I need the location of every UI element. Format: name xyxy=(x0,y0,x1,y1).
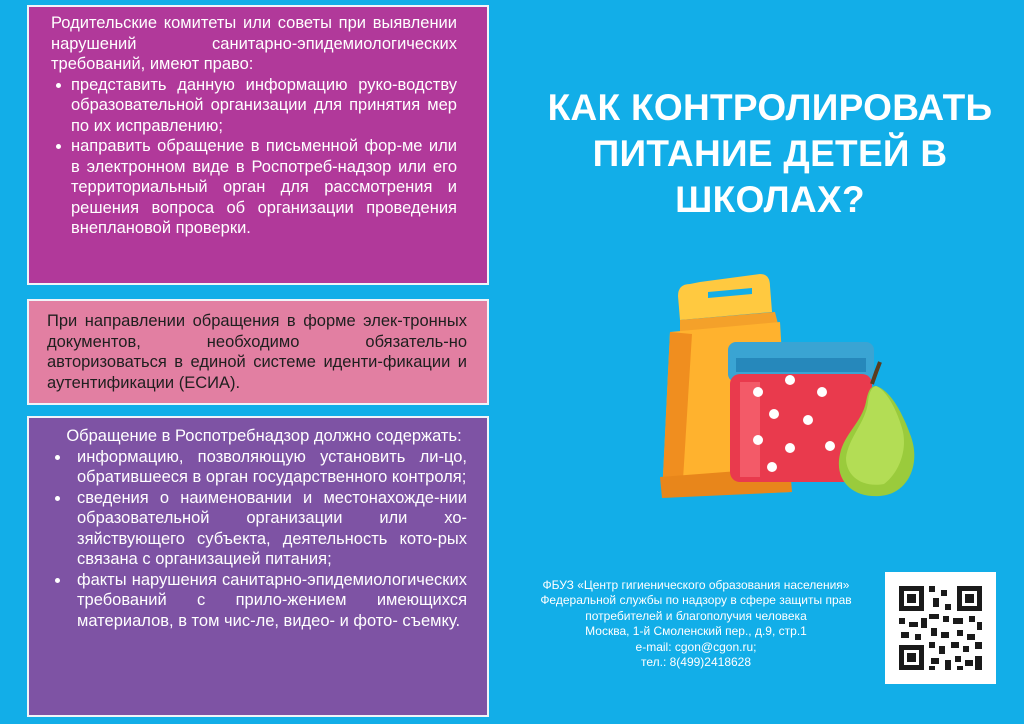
footer-contacts xyxy=(510,578,882,670)
qr-code xyxy=(885,572,996,684)
esia-panel xyxy=(27,299,489,405)
footer-line: Федеральной службы по надзору в сфере защиты прав xyxy=(540,593,852,608)
lunch-illustration xyxy=(640,262,940,512)
rights-list xyxy=(51,75,457,239)
rights-intro: Родительские комитеты или советы при выявлении нарушений санитарно-эпидемиологических требований, имеют право: xyxy=(51,14,457,73)
list-item: направить обращение в письменной фор-ме или в электронном виде в Роспотреб-надзор или его территориальный орган для рассмотрения и решения вопроса об организации проведения внеплановой проверки. xyxy=(51,136,457,239)
title-line: ПИТАНИЕ ДЕТЕЙ В xyxy=(592,133,948,174)
list-item: факты нарушения санитарно-эпидемиологических требований с прило-жением имеющихся материалов, в том чис-ле, видео- и фото- съемку. xyxy=(43,570,467,632)
page-title xyxy=(530,85,1010,223)
list-item: информацию, позволяющую установить ли-цо, обратившееся в орган государственного контроля; xyxy=(43,447,467,488)
title-line: ШКОЛАХ? xyxy=(675,179,865,220)
esia-text: При направлении обращения в форме элек-тронных документов, необходимо обязатель-но авторизоваться в единой системе иденти-фикации и аутентификации (ЕСИА). xyxy=(47,312,467,392)
footer-address: Москва, 1-й Смоленский пер., д.9, стр.1 xyxy=(585,624,807,639)
footer-org: ФБУЗ «Центр гигиенического образования населения» xyxy=(542,578,850,592)
appeal-list xyxy=(43,447,467,632)
title-line: КАК КОНТРОЛИРОВАТЬ xyxy=(547,87,993,128)
appeal-panel xyxy=(27,416,489,717)
list-item: сведения о наименовании и местонахожде-нии образовательной организации или хо-зяйствующего субъекта, деятельность кото-рых связана с организацией питания; xyxy=(43,488,467,570)
footer-phone: тел.: 8(499)2418628 xyxy=(640,655,752,670)
rights-panel xyxy=(27,5,489,285)
footer-line: потребителей и благополучия человека xyxy=(585,608,807,623)
appeal-intro: Обращение в Роспотребнадзор должно содержать: xyxy=(66,427,462,445)
list-item: представить данную информацию руко-водству образовательной организации для принятия мер по их исправлению; xyxy=(51,75,457,137)
footer-email[interactable]: e-mail: cgon@cgon.ru; xyxy=(635,639,757,654)
